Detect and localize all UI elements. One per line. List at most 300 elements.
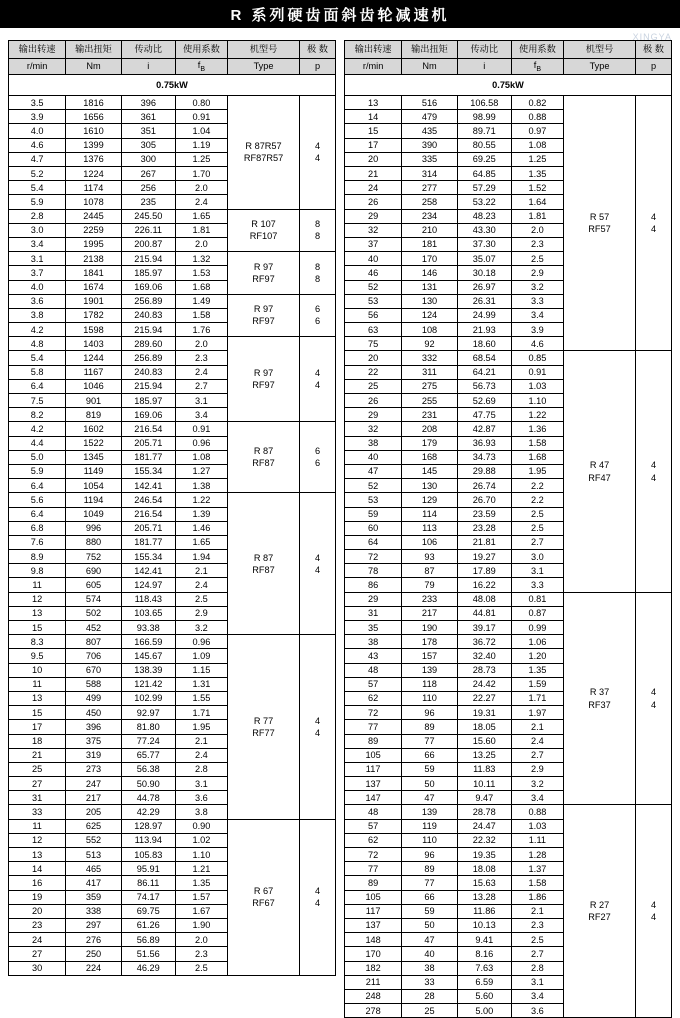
cell-output-speed: 29 [345,592,402,606]
cell-service-factor: 1.06 [511,635,563,649]
page-title-text: R 系列硬齿面斜齿轮减速机 [230,6,450,24]
cell-service-factor: 2.8 [511,961,563,975]
cell-service-factor: 0.87 [511,606,563,620]
cell-service-factor: 2.5 [511,521,563,535]
right-column [344,40,672,1018]
cell-service-factor: 1.27 [175,464,227,478]
col-header-speed: 输出转速 [9,41,66,59]
cell-service-factor: 1.19 [175,138,227,152]
cell-output-torque: 359 [66,890,122,904]
cell-service-factor: 0.81 [511,592,563,606]
table-row [345,805,672,819]
table-row [9,819,336,833]
cell-service-factor: 3.6 [511,1004,563,1018]
cell-service-factor: 2.3 [175,947,227,961]
cell-ratio: 118.43 [121,592,175,606]
cell-poles: 4 4 [636,592,672,805]
cell-output-speed: 13 [9,691,66,705]
cell-service-factor: 2.0 [511,223,563,237]
cell-output-torque: 996 [66,521,122,535]
cell-output-speed: 20 [9,904,66,918]
cell-output-speed: 40 [345,450,402,464]
cell-service-factor: 2.9 [511,266,563,280]
cell-output-speed: 13 [9,848,66,862]
cell-service-factor: 2.0 [175,337,227,351]
cell-output-speed: 5.0 [9,450,66,464]
cell-output-speed: 11 [9,677,66,691]
cell-service-factor: 2.4 [175,195,227,209]
cell-output-speed: 32 [345,223,402,237]
cell-output-speed: 25 [345,379,402,393]
cell-output-torque: 1841 [66,266,122,280]
cell-output-speed: 5.4 [9,351,66,365]
cell-output-speed: 105 [345,890,402,904]
cell-output-speed: 48 [345,805,402,819]
cell-service-factor: 1.35 [175,876,227,890]
cell-output-torque: 276 [66,933,122,947]
cell-ratio: 42.87 [457,422,511,436]
cell-output-torque: 208 [402,422,458,436]
cell-service-factor: 1.37 [511,862,563,876]
cell-output-torque: 588 [66,677,122,691]
cell-output-speed: 86 [345,578,402,592]
cell-ratio: 50.90 [121,777,175,791]
cell-service-factor: 3.1 [511,975,563,989]
col-unit-ratio: i [457,59,511,75]
cell-output-torque: 50 [402,777,458,791]
cell-ratio: 185.97 [121,266,175,280]
cell-service-factor: 2.0 [175,181,227,195]
cell-output-speed: 148 [345,933,402,947]
cell-service-factor: 1.58 [175,308,227,322]
cell-ratio: 155.34 [121,464,175,478]
cell-output-speed: 32 [345,422,402,436]
cell-output-torque: 338 [66,904,122,918]
col-header-type: 机型号 [228,41,300,59]
cell-output-speed: 170 [345,947,402,961]
cell-output-torque: 670 [66,663,122,677]
cell-service-factor: 1.55 [175,691,227,705]
col-header-poles: 极 数 [300,41,336,59]
cell-output-torque: 479 [402,110,458,124]
cell-ratio: 26.74 [457,479,511,493]
cell-ratio: 24.42 [457,677,511,691]
cell-service-factor: 2.9 [511,762,563,776]
cell-service-factor: 2.1 [511,720,563,734]
cell-ratio: 19.31 [457,706,511,720]
cell-service-factor: 1.81 [175,223,227,237]
cell-output-speed: 6.4 [9,507,66,521]
col-unit-speed: r/min [9,59,66,75]
cell-output-speed: 57 [345,819,402,833]
cell-service-factor: 1.35 [511,663,563,677]
cell-ratio: 121.42 [121,677,175,691]
cell-output-torque: 332 [402,351,458,365]
cell-service-factor: 1.15 [175,663,227,677]
cell-ratio: 26.70 [457,493,511,507]
table-body-right [345,75,672,1018]
cell-ratio: 245.50 [121,209,175,223]
col-header-service-factor: 使用系数 [511,41,563,59]
cell-ratio: 205.71 [121,521,175,535]
cell-output-torque: 79 [402,578,458,592]
cell-output-speed: 3.5 [9,96,66,110]
cell-service-factor: 1.08 [175,450,227,464]
cell-ratio: 74.17 [121,890,175,904]
cell-ratio: 18.08 [457,862,511,876]
cell-ratio: 124.97 [121,578,175,592]
cell-service-factor: 1.28 [511,848,563,862]
cell-ratio: 68.54 [457,351,511,365]
cell-service-factor: 1.46 [175,521,227,535]
cell-service-factor: 1.08 [511,138,563,152]
cell-output-speed: 15 [9,706,66,720]
cell-service-factor: 1.39 [175,507,227,521]
cell-service-factor: 1.70 [175,167,227,181]
cell-output-speed: 5.9 [9,464,66,478]
cell-output-torque: 217 [66,791,122,805]
cell-output-speed: 14 [9,862,66,876]
cell-output-speed: 77 [345,862,402,876]
cell-ratio: 18.60 [457,337,511,351]
cell-output-torque: 807 [66,635,122,649]
cell-output-torque: 77 [402,734,458,748]
cell-output-speed: 117 [345,762,402,776]
cell-output-torque: 33 [402,975,458,989]
cell-output-torque: 234 [402,209,458,223]
cell-service-factor: 3.1 [511,564,563,578]
cell-output-speed: 182 [345,961,402,975]
cell-output-speed: 9.5 [9,649,66,663]
cell-output-speed: 53 [345,294,402,308]
cell-output-torque: 1901 [66,294,122,308]
cell-output-torque: 93 [402,550,458,564]
cell-service-factor: 0.91 [511,365,563,379]
cell-ratio: 7.63 [457,961,511,975]
cell-output-torque: 1610 [66,124,122,138]
cell-ratio: 5.00 [457,1004,511,1018]
cell-output-speed: 16 [9,876,66,890]
cell-machine-type: R 97 RF97 [228,294,300,337]
cell-output-torque: 139 [402,663,458,677]
cell-service-factor: 1.10 [175,848,227,862]
cell-output-torque: 89 [402,862,458,876]
cell-ratio: 39.17 [457,621,511,635]
cell-service-factor: 1.31 [175,677,227,691]
cell-output-speed: 8.3 [9,635,66,649]
col-unit-torque: Nm [66,59,122,75]
cell-output-speed: 21 [345,167,402,181]
cell-ratio: 106.58 [457,96,511,110]
cell-output-torque: 450 [66,706,122,720]
cell-output-torque: 375 [66,734,122,748]
cell-ratio: 69.25 [457,152,511,166]
table-body-left [9,75,336,976]
cell-output-torque: 233 [402,592,458,606]
cell-service-factor: 3.0 [511,550,563,564]
cell-output-speed: 26 [345,195,402,209]
col-header-service-factor: 使用系数 [175,41,227,59]
col-header-ratio: 传动比 [457,41,511,59]
power-label: 0.75kW [9,75,336,96]
cell-service-factor: 1.32 [175,252,227,266]
cell-service-factor: 2.5 [511,507,563,521]
cell-output-speed: 5.8 [9,365,66,379]
cell-output-torque: 50 [402,918,458,932]
cell-output-torque: 273 [66,762,122,776]
cell-service-factor: 0.90 [175,819,227,833]
cell-service-factor: 1.65 [175,535,227,549]
cell-service-factor: 1.57 [175,890,227,904]
cell-output-speed: 3.0 [9,223,66,237]
cell-service-factor: 3.2 [511,280,563,294]
cell-output-speed: 6.4 [9,479,66,493]
cell-ratio: 47.75 [457,408,511,422]
cell-ratio: 215.94 [121,252,175,266]
cell-ratio: 9.41 [457,933,511,947]
cell-service-factor: 0.91 [175,422,227,436]
cell-service-factor: 1.38 [175,479,227,493]
cell-output-torque: 319 [66,748,122,762]
cell-ratio: 15.60 [457,734,511,748]
cell-ratio: 103.65 [121,606,175,620]
cell-output-torque: 157 [402,649,458,663]
cell-output-speed: 13 [9,606,66,620]
cell-poles: 4 4 [636,805,672,1018]
cell-output-torque: 297 [66,918,122,932]
cell-ratio: 9.47 [457,791,511,805]
cell-ratio: 215.94 [121,323,175,337]
cell-machine-type: R 87 RF87 [228,493,300,635]
cell-service-factor: 1.52 [511,181,563,195]
cell-service-factor: 2.5 [511,252,563,266]
cell-output-torque: 2138 [66,252,122,266]
cell-output-speed: 38 [345,436,402,450]
cell-ratio: 26.31 [457,294,511,308]
cell-service-factor: 1.02 [175,833,227,847]
cell-output-torque: 47 [402,791,458,805]
cell-ratio: 32.40 [457,649,511,663]
cell-ratio: 246.54 [121,493,175,507]
cell-ratio: 105.83 [121,848,175,862]
cell-output-speed: 3.6 [9,294,66,308]
cell-ratio: 56.38 [121,762,175,776]
cell-ratio: 46.29 [121,961,175,975]
cell-output-speed: 4.8 [9,337,66,351]
cell-service-factor: 1.35 [511,167,563,181]
cell-output-speed: 23 [9,918,66,932]
cell-machine-type: R 37 RF37 [564,592,636,805]
cell-output-torque: 28 [402,989,458,1003]
cell-service-factor: 1.86 [511,890,563,904]
cell-service-factor: 3.2 [511,777,563,791]
cell-output-speed: 20 [345,152,402,166]
cell-output-torque: 217 [402,606,458,620]
cell-ratio: 155.34 [121,550,175,564]
cell-output-torque: 1403 [66,337,122,351]
cell-output-torque: 513 [66,848,122,862]
cell-service-factor: 0.97 [511,124,563,138]
cell-ratio: 52.69 [457,394,511,408]
cell-ratio: 69.75 [121,904,175,918]
cell-output-speed: 89 [345,734,402,748]
table-row [9,422,336,436]
cell-ratio: 24.99 [457,308,511,322]
cell-output-speed: 7.5 [9,394,66,408]
cell-service-factor: 0.91 [175,110,227,124]
cell-output-speed: 46 [345,266,402,280]
col-unit-service-factor: $f_B$ [511,59,563,75]
cell-service-factor: 3.2 [175,621,227,635]
cell-ratio: 51.56 [121,947,175,961]
cell-output-torque: 114 [402,507,458,521]
cell-output-torque: 181 [402,237,458,251]
cell-service-factor: 1.65 [175,209,227,223]
cell-service-factor: 0.88 [511,110,563,124]
cell-poles: 8 8 [300,209,336,252]
cell-ratio: 95.91 [121,862,175,876]
cell-output-speed: 48 [345,663,402,677]
table-row [345,351,672,365]
cell-output-speed: 11 [9,819,66,833]
cell-output-speed: 137 [345,777,402,791]
cell-service-factor: 1.64 [511,195,563,209]
cell-output-torque: 40 [402,947,458,961]
table-row [9,635,336,649]
cell-output-torque: 1602 [66,422,122,436]
cell-ratio: 19.35 [457,848,511,862]
cell-ratio: 102.99 [121,691,175,705]
power-label: 0.75kW [345,75,672,96]
cell-output-speed: 29 [345,209,402,223]
cell-output-torque: 1194 [66,493,122,507]
cell-service-factor: 1.67 [175,904,227,918]
col-header-ratio: 传动比 [121,41,175,59]
cell-service-factor: 1.97 [511,706,563,720]
cell-output-torque: 205 [66,805,122,819]
cell-output-speed: 77 [345,720,402,734]
cell-output-torque: 129 [402,493,458,507]
cell-output-torque: 170 [402,252,458,266]
cell-ratio: 29.88 [457,464,511,478]
cell-output-speed: 57 [345,677,402,691]
cell-output-torque: 1816 [66,96,122,110]
left-column [8,40,336,1018]
cell-service-factor: 3.4 [511,308,563,322]
cell-output-speed: 248 [345,989,402,1003]
cell-output-speed: 11 [9,578,66,592]
table-header-left [9,41,336,75]
table-row [345,592,672,606]
cell-ratio: 36.93 [457,436,511,450]
cell-output-speed: 52 [345,479,402,493]
cell-ratio: 6.59 [457,975,511,989]
cell-ratio: 240.83 [121,308,175,322]
cell-ratio: 240.83 [121,365,175,379]
cell-service-factor: 3.9 [511,323,563,337]
cell-ratio: 216.54 [121,422,175,436]
cell-ratio: 169.06 [121,408,175,422]
cell-output-torque: 113 [402,521,458,535]
cell-service-factor: 2.0 [175,933,227,947]
cell-service-factor: 2.5 [175,592,227,606]
cell-output-torque: 130 [402,479,458,493]
cell-poles: 4 4 [300,493,336,635]
cell-output-speed: 72 [345,706,402,720]
cell-output-torque: 552 [66,833,122,847]
cell-output-speed: 29 [345,408,402,422]
cell-ratio: 142.41 [121,479,175,493]
cell-output-torque: 118 [402,677,458,691]
cell-output-torque: 1078 [66,195,122,209]
cell-output-speed: 26 [345,394,402,408]
cell-output-speed: 117 [345,904,402,918]
cell-ratio: 21.93 [457,323,511,337]
cell-ratio: 138.39 [121,663,175,677]
cell-machine-type: R 97 RF97 [228,337,300,422]
cell-service-factor: 1.71 [511,691,563,705]
cell-ratio: 226.11 [121,223,175,237]
cell-output-torque: 2445 [66,209,122,223]
cell-service-factor: 2.1 [511,904,563,918]
cell-ratio: 44.78 [121,791,175,805]
cell-service-factor: 1.21 [175,862,227,876]
cell-output-torque: 752 [66,550,122,564]
cell-output-torque: 880 [66,535,122,549]
cell-service-factor: 1.76 [175,323,227,337]
cell-service-factor: 0.85 [511,351,563,365]
cell-output-torque: 819 [66,408,122,422]
cell-output-torque: 314 [402,167,458,181]
cell-ratio: 200.87 [121,237,175,251]
cell-ratio: 89.71 [457,124,511,138]
col-unit-type: Type [564,59,636,75]
cell-machine-type: R 107 RF107 [228,209,300,252]
cell-output-torque: 901 [66,394,122,408]
cell-output-speed: 20 [345,351,402,365]
cell-ratio: 142.41 [121,564,175,578]
cell-output-speed: 4.7 [9,152,66,166]
cell-output-torque: 87 [402,564,458,578]
cell-service-factor: 1.25 [511,152,563,166]
cell-service-factor: 3.1 [175,394,227,408]
cell-output-speed: 63 [345,323,402,337]
cell-output-torque: 277 [402,181,458,195]
cell-output-speed: 4.2 [9,323,66,337]
cell-ratio: 215.94 [121,379,175,393]
table-row [9,493,336,507]
cell-output-torque: 1674 [66,280,122,294]
cell-output-speed: 72 [345,550,402,564]
cell-service-factor: 2.3 [175,351,227,365]
cell-ratio: 28.78 [457,805,511,819]
cell-service-factor: 2.1 [175,734,227,748]
cell-ratio: 56.73 [457,379,511,393]
cell-ratio: 37.30 [457,237,511,251]
cell-output-speed: 62 [345,691,402,705]
cell-ratio: 28.73 [457,663,511,677]
cell-machine-type: R 57 RF57 [564,96,636,351]
cell-output-torque: 516 [402,96,458,110]
cell-output-torque: 311 [402,365,458,379]
cell-output-torque: 130 [402,294,458,308]
cell-service-factor: 1.68 [175,280,227,294]
cell-ratio: 169.06 [121,280,175,294]
cell-service-factor: 0.88 [511,805,563,819]
cell-output-torque: 59 [402,762,458,776]
spec-table-left [8,40,336,976]
cell-output-torque: 1046 [66,379,122,393]
